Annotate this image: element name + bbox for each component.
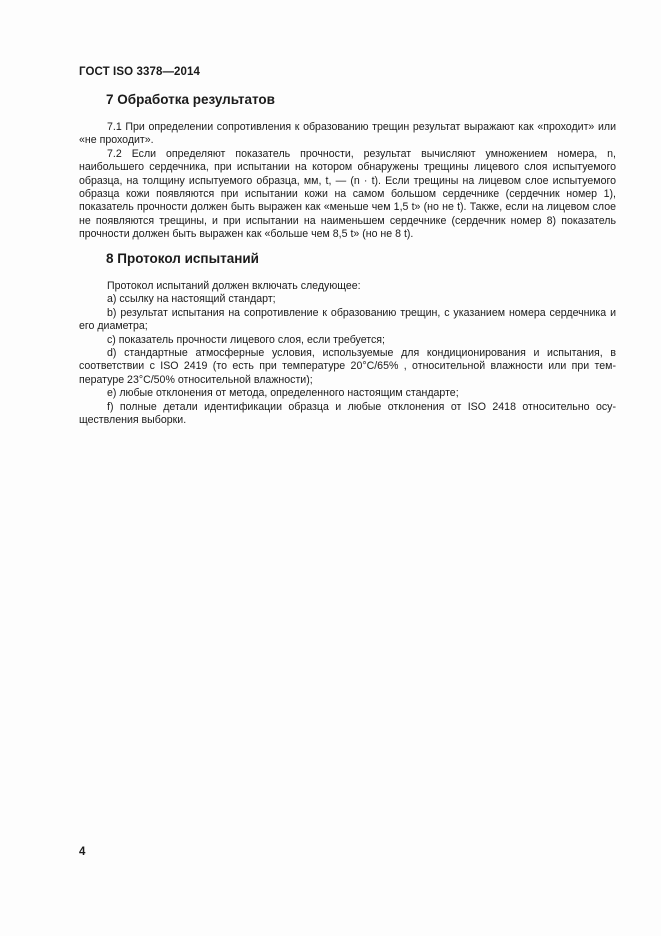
report-item-e: e) любые отклонения от метода, определенного настоящим стандарте;	[107, 387, 459, 400]
section-8-body	[79, 280, 616, 427]
report-item-c: c) показатель прочности лицевого слоя, если требуется;	[107, 333, 385, 346]
section-7-title: 7 Обработка результатов	[106, 92, 275, 107]
report-intro: Протокол испытаний должен включать следующее:	[107, 280, 361, 292]
section-7-body	[79, 121, 616, 242]
page-number: 4	[79, 846, 86, 858]
paragraph-7-2: 7.2 Если определяют показатель прочности, результат вычисляют умножением номера, n, наибольшего сердечника, при испытании на котором обнаружены трещины лицевого слоя испытуемого образца, на толщину испытуемого образца, мм, t, — (n · t). Если трещины на лицевом слое испытуемого образца кожи появляются при испытании кожи на самом большом сердечнике (сердечник номер 1), показатель прочности должен быть выражен как «меньше чем 1,5 t» (но не t). Также, если на лицевом слое не появляются трещины, и при испытании на наименьшем сердечнике (сердечник номер 8) показатель прочности должен быть выражен как «больше чем 8,5 t» (но не 8 t).	[79, 147, 616, 241]
report-item-a: a) ссылку на настоящий стандарт;	[107, 293, 276, 306]
paragraph-7-1: 7.1 При определении сопротивления к образованию трещин результат выражают как «проходит» или «не проходит».	[79, 121, 616, 147]
report-item-d: d) стандартные атмосферные условия, используемые для кондиционирования и испытания, в соответствии с ISO 2419 (то есть при температуре 20°C/65% , относительной влажности или при температуре 23°C/50% относительной влажности);	[79, 347, 616, 386]
standard-header: ГОСТ ISO 3378—2014	[79, 66, 201, 78]
report-item-f: f) полные детали идентификации образца и любые отклонения от ISO 2418 относительно осуществления выборки.	[79, 400, 616, 427]
section-8-title: 8 Протокол испытаний	[106, 251, 259, 266]
report-item-b: b) результат испытания на сопротивление к образованию трещин, с указанием номера сердечника и его диаметра;	[79, 306, 616, 333]
